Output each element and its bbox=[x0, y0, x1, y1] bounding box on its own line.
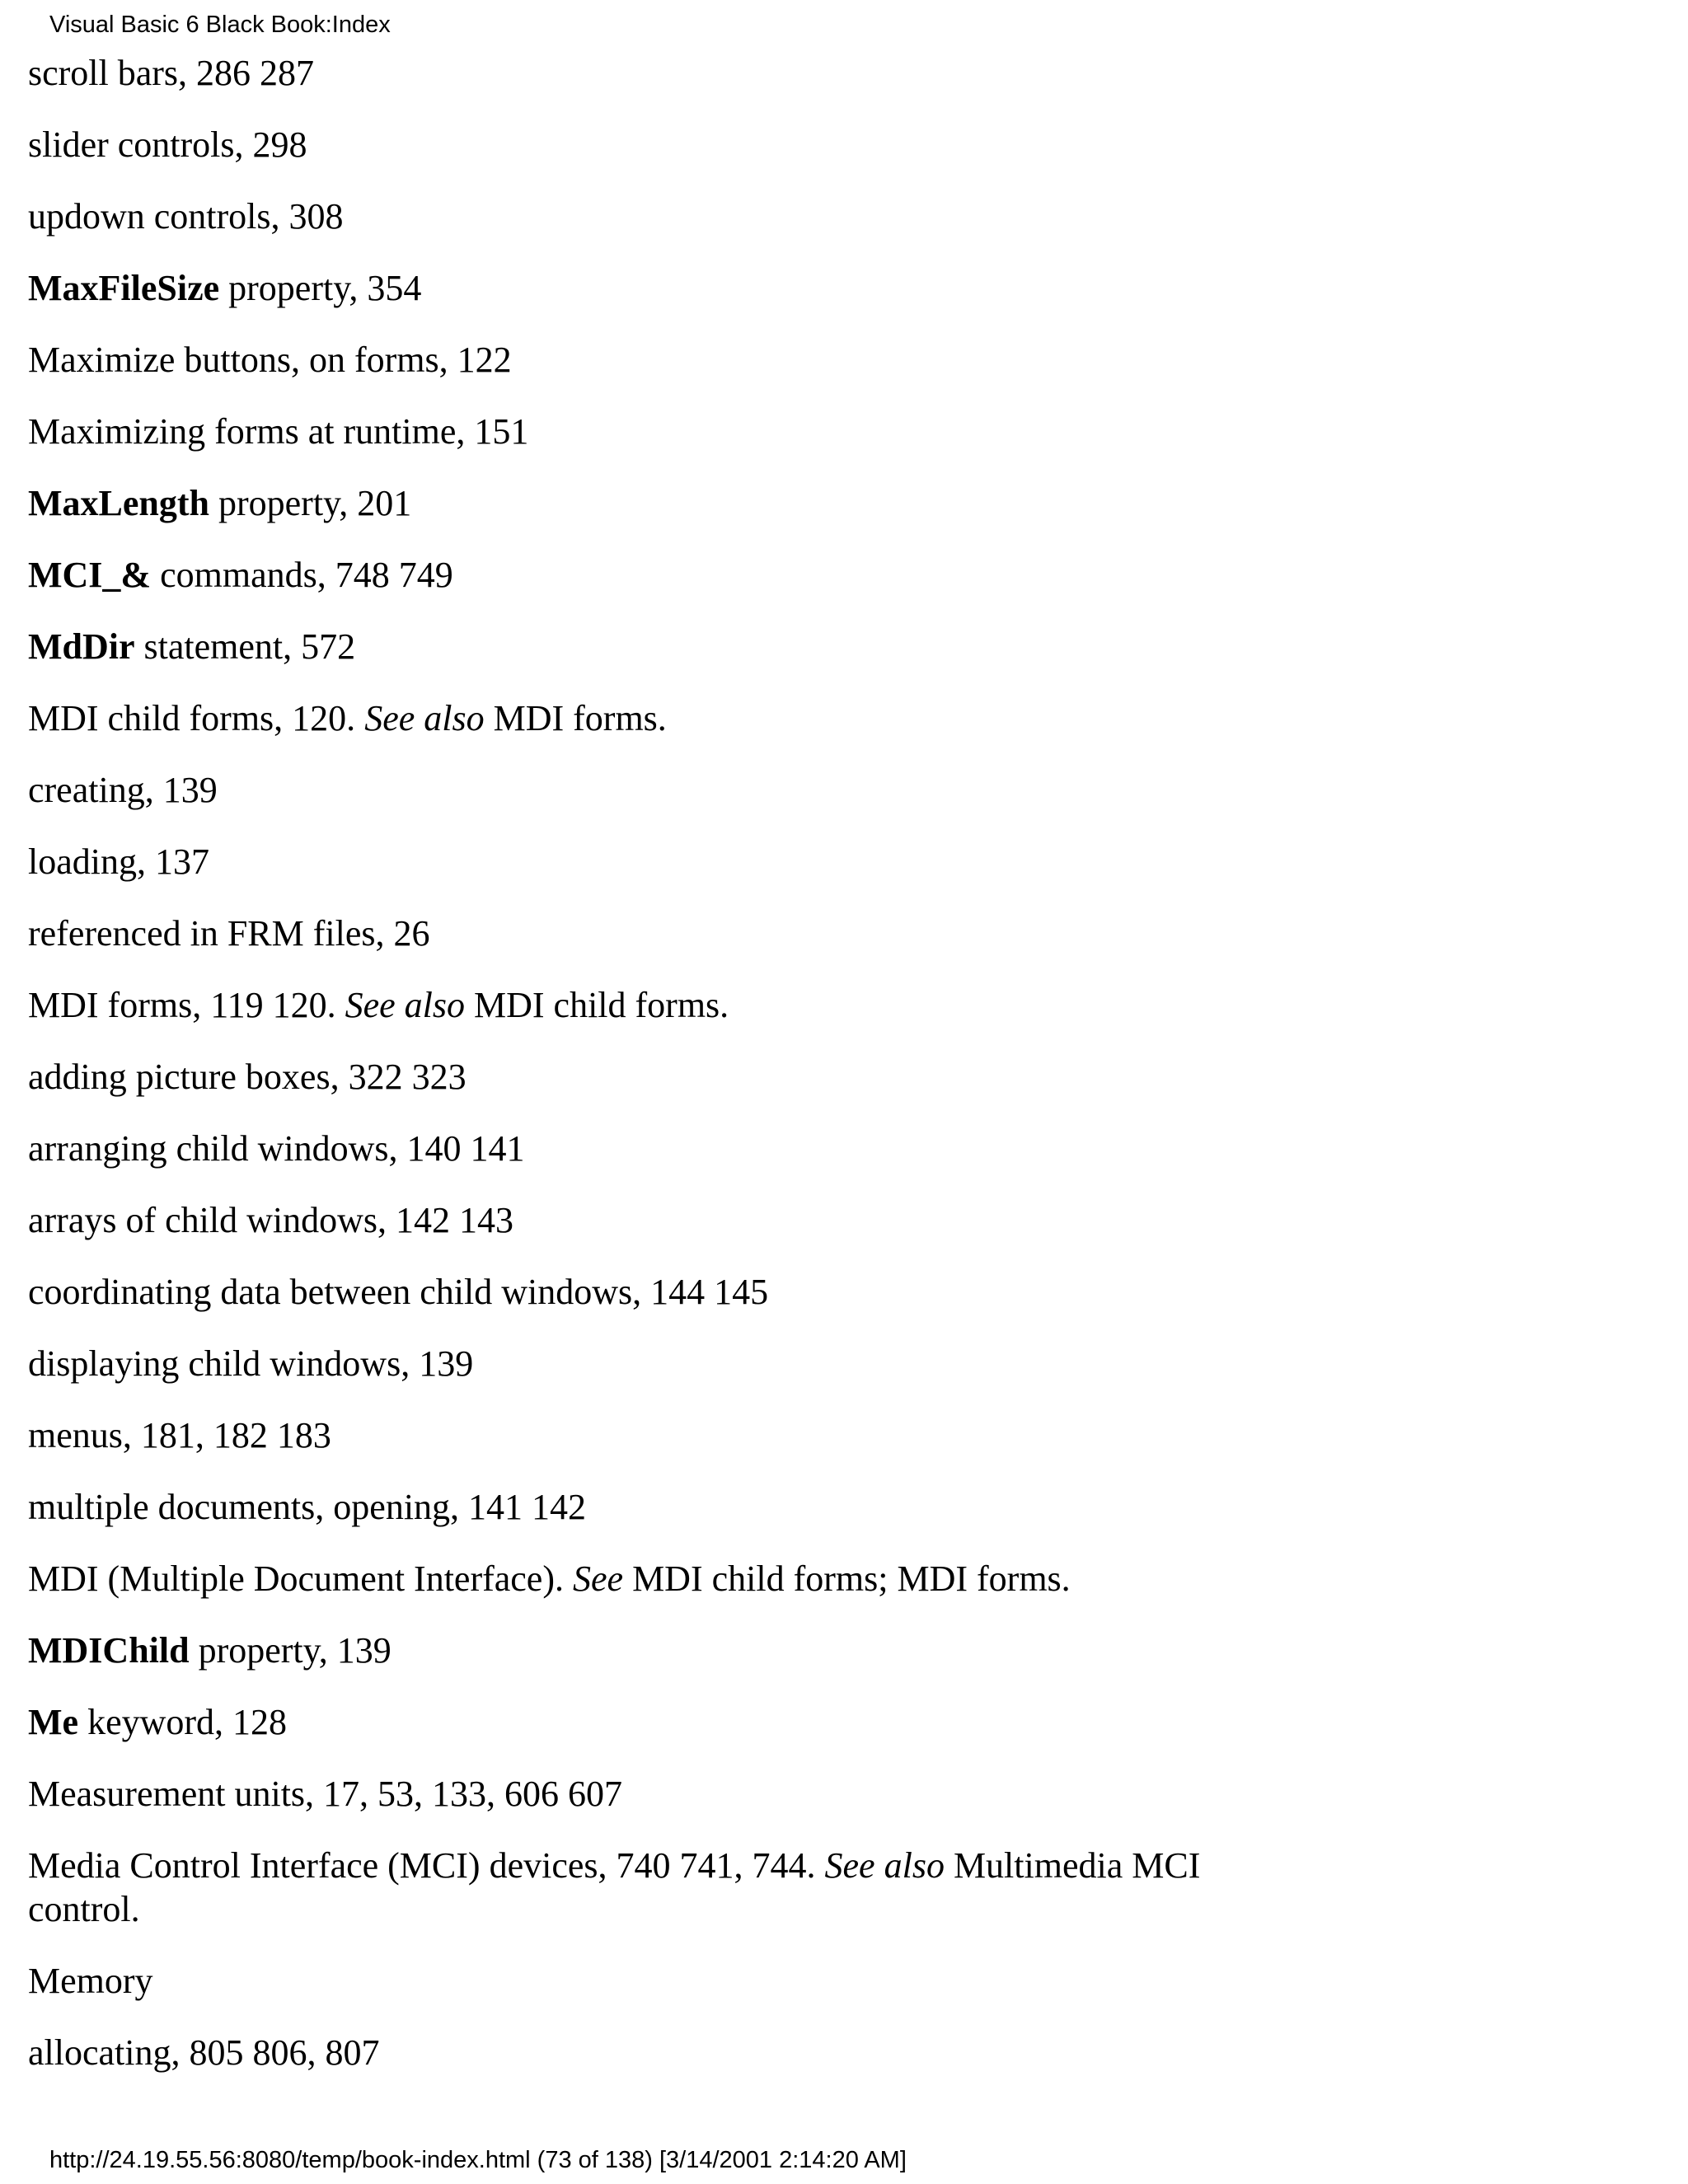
index-entry bbox=[28, 1844, 1314, 1931]
index-entry bbox=[28, 768, 1314, 812]
index-entry-text: referenced in FRM files, 26 bbox=[28, 913, 430, 954]
index-entry bbox=[28, 1700, 1314, 1744]
index-entry bbox=[28, 338, 1314, 382]
index-entry bbox=[28, 410, 1314, 453]
index-entry bbox=[28, 1485, 1314, 1529]
index-entry-text: MDI forms. bbox=[484, 698, 667, 738]
index-entry-text: MDI (Multiple Document Interface). bbox=[28, 1558, 573, 1599]
cross-reference-label: See also bbox=[345, 985, 465, 1025]
index-entry-text: MDI child forms. bbox=[464, 985, 729, 1025]
index-entry bbox=[28, 481, 1314, 525]
index-term: MdDir bbox=[28, 626, 135, 667]
index-entry-text: slider controls, 298 bbox=[28, 124, 307, 165]
page-header-title: Visual Basic 6 Black Book:Index bbox=[49, 12, 391, 38]
index-entry bbox=[28, 194, 1314, 238]
index-entry bbox=[28, 553, 1314, 597]
index-term: MCI_& bbox=[28, 555, 152, 595]
index-entry-text: property, 354 bbox=[219, 268, 422, 308]
index-entry-text: Media Control Interface (MCI) devices, 740 741, 744. bbox=[28, 1845, 825, 1886]
index-entry-text: multiple documents, opening, 141 142 bbox=[28, 1487, 587, 1527]
cross-reference-label: See also bbox=[824, 1845, 945, 1886]
index-entry-text: Multimedia MCI control. bbox=[28, 1845, 1201, 1929]
index-term: MaxLength bbox=[28, 483, 209, 523]
index-entry bbox=[28, 696, 1314, 740]
index-entry-text: MDI child forms; MDI forms. bbox=[623, 1558, 1071, 1599]
index-entry bbox=[28, 1959, 1314, 2003]
index-entry-text: Maximizing forms at runtime, 151 bbox=[28, 411, 529, 452]
index-entry-text: allocating, 805 806, 807 bbox=[28, 2032, 380, 2073]
page-footer bbox=[49, 2147, 907, 2173]
index-entry bbox=[28, 1772, 1314, 1816]
index-term: Me bbox=[28, 1702, 79, 1742]
index-entry bbox=[28, 1342, 1314, 1385]
index-entry-text: commands, 748 749 bbox=[151, 555, 453, 595]
index-entry-text: keyword, 128 bbox=[78, 1702, 288, 1742]
index-entry-text: MDI child forms, 120. bbox=[28, 698, 365, 738]
index-entry-text: adding picture boxes, 322 323 bbox=[28, 1057, 467, 1097]
index-entry-text: scroll bars, 286 287 bbox=[28, 53, 315, 93]
index-entry bbox=[28, 1413, 1314, 1457]
index-entry-text: creating, 139 bbox=[28, 770, 218, 810]
index-entry-list bbox=[28, 51, 1314, 2102]
index-entry-text: MDI forms, 119 120. bbox=[28, 985, 345, 1025]
index-entry-text: Measurement units, 17, 53, 133, 606 607 bbox=[28, 1774, 623, 1814]
index-entry bbox=[28, 912, 1314, 955]
index-entry bbox=[28, 1127, 1314, 1170]
index-entry bbox=[28, 1270, 1314, 1314]
index-entry bbox=[28, 625, 1314, 668]
index-entry-text: statement, 572 bbox=[134, 626, 356, 667]
index-entry bbox=[28, 51, 1314, 95]
index-entry-text: menus, 181, 182 183 bbox=[28, 1415, 331, 1455]
cross-reference-label: See bbox=[573, 1558, 624, 1599]
index-entry-text: Memory bbox=[28, 1961, 153, 2001]
index-entry bbox=[28, 1198, 1314, 1242]
index-entry-text: property, 139 bbox=[189, 1630, 392, 1671]
index-entry-text: Maximize buttons, on forms, 122 bbox=[28, 340, 512, 380]
index-entry bbox=[28, 1055, 1314, 1099]
index-entry bbox=[28, 2031, 1314, 2074]
index-entry-text: arranging child windows, 140 141 bbox=[28, 1128, 525, 1169]
index-entry-text: arrays of child windows, 142 143 bbox=[28, 1200, 514, 1240]
index-entry bbox=[28, 1629, 1314, 1672]
cross-reference-label: See also bbox=[364, 698, 485, 738]
index-entry bbox=[28, 983, 1314, 1027]
index-entry bbox=[28, 840, 1314, 883]
source-url-link[interactable]: http://24.19.55.56:8080/temp/book-index.html (73 of 138) [3/14/2001 2:14:20 AM] bbox=[49, 2147, 907, 2173]
index-entry-text: updown controls, 308 bbox=[28, 196, 344, 237]
index-entry-text: displaying child windows, 139 bbox=[28, 1343, 474, 1384]
index-entry-text: loading, 137 bbox=[28, 841, 209, 882]
index-entry-text: coordinating data between child windows, 144 145 bbox=[28, 1272, 769, 1312]
index-entry-text: property, 201 bbox=[209, 483, 412, 523]
index-term: MaxFileSize bbox=[28, 268, 220, 308]
index-entry bbox=[28, 1557, 1314, 1601]
index-term: MDIChild bbox=[28, 1630, 190, 1671]
index-entry bbox=[28, 266, 1314, 310]
index-entry bbox=[28, 123, 1314, 166]
